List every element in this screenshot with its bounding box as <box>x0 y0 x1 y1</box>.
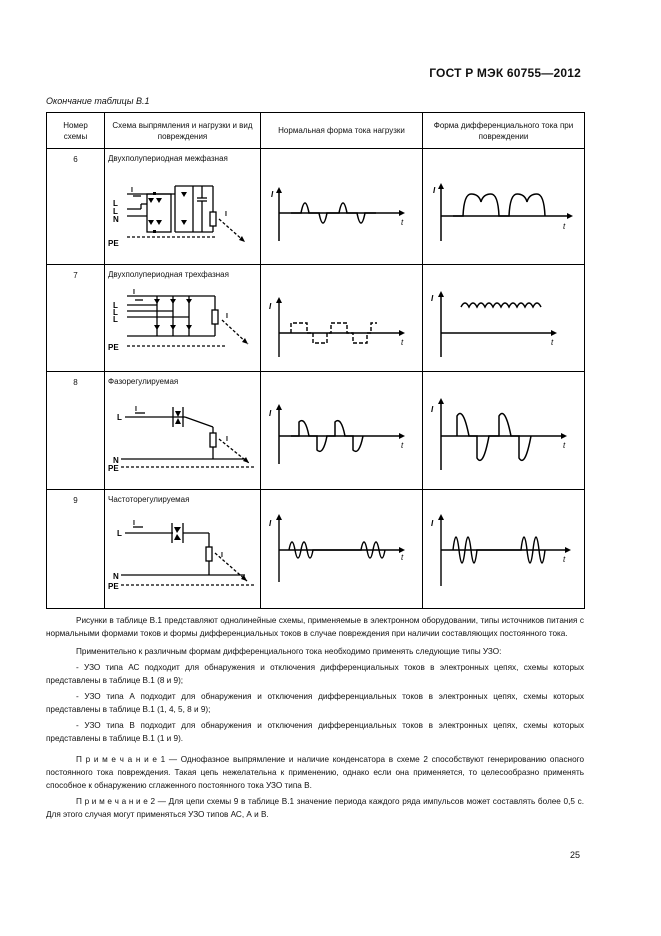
axis-label-time: t <box>401 218 404 227</box>
axis-label-time: t <box>563 555 566 564</box>
note-label: П р и м е ч а н и е <box>76 797 148 806</box>
standard-header: ГОСТ Р МЭК 60755—2012 <box>429 66 581 80</box>
symbol-current: I <box>131 187 133 194</box>
paragraph: Применительно к различным формам дифференциального тока необходимо применять следующие типы УЗО: <box>76 647 502 656</box>
circuit-diagram <box>105 280 261 360</box>
row-number: 9 <box>47 490 105 609</box>
symbol-current: I <box>133 520 135 527</box>
scheme-cell <box>105 149 261 265</box>
diff-current-cell <box>423 372 585 490</box>
header-scheme: Схема выпрямления и нагрузки и вид повреждения <box>105 113 261 149</box>
table-row <box>47 372 585 490</box>
body-text <box>46 614 584 821</box>
axis-label-current: I <box>431 294 434 303</box>
normal-current-cell <box>261 265 423 372</box>
symbol-pe: PE <box>108 464 119 473</box>
table-row <box>47 265 585 372</box>
row-number: 8 <box>47 372 105 490</box>
scheme-label: Фазорегулируемая <box>108 377 179 386</box>
row-number: 6 <box>47 149 105 265</box>
page-number: 25 <box>570 850 581 860</box>
axis-label-current: I <box>269 409 272 418</box>
scheme-cell <box>105 490 261 609</box>
axis-label-time: t <box>551 338 554 347</box>
bullet-item: - УЗО типа АС подходит для обнаружения и отключения дифференциальных токов в электронных цепях, схемы которых представлены в таблице В.1 (8 и 9); <box>46 663 584 685</box>
bullet-item: - УЗО типа В подходит для обнаружения и отключения дифференциальных токов в электронных цепях, схемы которых представлены в таблице В.1 (1 и 9). <box>46 721 584 743</box>
symbol-l2: L <box>113 207 118 216</box>
axis-label-current: I <box>269 519 272 528</box>
normal-current-waveform <box>261 149 423 264</box>
circuit-diagram <box>105 164 261 252</box>
scheme-label: Двухполупериодная межфазная <box>108 154 228 163</box>
normal-current-cell <box>261 490 423 609</box>
symbol-current: I <box>135 406 137 413</box>
diff-current-waveform <box>423 372 585 489</box>
axis-label-current: I <box>431 519 434 528</box>
header-diff-current: Форма дифференциального тока при повреждении <box>423 113 585 149</box>
scheme-cell <box>105 265 261 372</box>
axis-label-time: t <box>563 441 566 450</box>
axis-label-time: t <box>401 441 404 450</box>
diff-current-cell <box>423 490 585 609</box>
note-text: 2 — Для цепи схемы 9 в таблице В.1 значение периода каждого ряда импульсов может составлять более 0,5 с. Для этого случая могут применяться УЗО типов АС, А и В. <box>46 797 584 819</box>
symbol-n: N <box>113 456 119 465</box>
symbol-fault-current: I <box>226 436 228 443</box>
axis-label-current: I <box>269 302 272 311</box>
symbol-l1: L <box>113 301 118 310</box>
axis-label-time: t <box>401 553 404 562</box>
symbol-fault-current: I <box>226 313 228 320</box>
note-text: 1 — Однофазное выпрямление и наличие конденсатора в схеме 2 способствуют генерированию опасного постоянного тока повреждения. Такая цепь нежелательна к применению, однако если она применяется, то целесообразно применять способное к обнаружению сглаженного постоянного тока УЗО типа В. <box>46 755 584 790</box>
table-b1 <box>46 112 585 609</box>
table-header-row <box>47 113 585 149</box>
table-caption: Окончание таблицы В.1 <box>46 96 150 106</box>
axis-label-current: I <box>431 405 434 414</box>
symbol-l: L <box>117 529 122 538</box>
symbol-pe: PE <box>108 343 119 352</box>
axis-label-time: t <box>563 222 566 231</box>
symbol-l1: L <box>113 199 118 208</box>
diff-current-waveform <box>423 149 585 264</box>
diff-current-waveform <box>423 490 585 608</box>
symbol-n: N <box>113 572 119 581</box>
axis-label-current: I <box>271 190 274 199</box>
normal-current-waveform <box>261 265 423 371</box>
symbol-l: L <box>117 413 122 422</box>
table-row <box>47 149 585 265</box>
paragraph: Рисунки в таблице В.1 представляют однолинейные схемы, применяемые в электронном оборудовании, типы источников питания с нормальными формами токов и формы дифференциальных токов в случае повреждения при наличии составляющих постоянного тока. <box>46 616 584 638</box>
diff-current-cell <box>423 149 585 265</box>
symbol-l2: L <box>113 308 118 317</box>
symbol-fault-current: I <box>221 552 223 559</box>
note-label: П р и м е ч а н и е <box>76 755 157 764</box>
symbol-l3: L <box>113 315 118 324</box>
normal-current-waveform <box>261 490 423 608</box>
note-1 <box>46 753 584 792</box>
normal-current-cell <box>261 372 423 490</box>
diff-current-cell <box>423 265 585 372</box>
row-number: 7 <box>47 265 105 372</box>
scheme-label: Двухполупериодная трехфазная <box>108 270 229 279</box>
axis-label-time: t <box>401 338 404 347</box>
symbol-pe: PE <box>108 239 119 248</box>
table-row <box>47 490 585 609</box>
symbol-n: N <box>113 215 119 224</box>
symbol-fault-current: I <box>225 211 227 218</box>
header-normal-current: Нормальная форма тока нагрузки <box>261 113 423 149</box>
symbol-current: I <box>133 289 135 296</box>
circuit-diagram <box>105 387 261 487</box>
scheme-cell <box>105 372 261 490</box>
note-2 <box>46 795 584 821</box>
header-number: Номер схемы <box>47 113 105 149</box>
axis-label-current: I <box>433 186 436 195</box>
diff-current-waveform <box>423 265 585 371</box>
normal-current-waveform <box>261 372 423 489</box>
bullet-item: - УЗО типа А подходит для обнаружения и отключения дифференциальных токов в электронных цепях, схемы которых представлены в таблице В.1 (1, 4, 5, 8 и 9); <box>46 692 584 714</box>
scheme-label: Частоторегулируемая <box>108 495 190 504</box>
circuit-diagram <box>105 505 261 607</box>
symbol-pe: PE <box>108 582 119 591</box>
normal-current-cell <box>261 149 423 265</box>
